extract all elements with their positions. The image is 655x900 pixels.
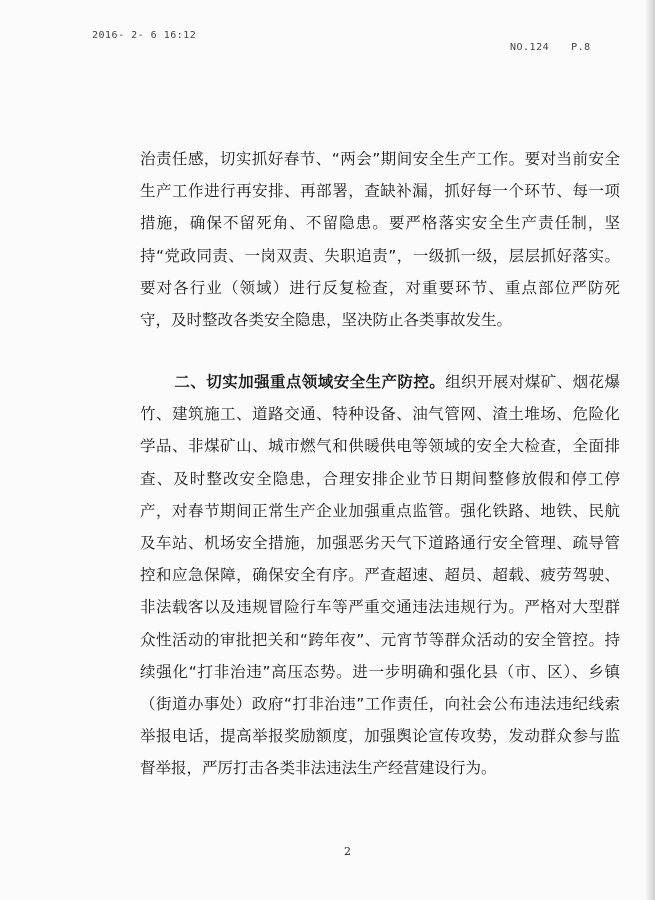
fax-page-info <box>510 42 591 53</box>
fax-page-code: P.8 <box>571 42 591 53</box>
fax-number: NO.124 <box>510 42 550 53</box>
paragraph-continuation: 治责任感，切实抓好春节、“两会”期间安全生产工作。要对当前安全生产工作进行再安排、再部署，查缺补漏，抓好每一个环节、每一项措施，确保不留死角、不留隐患。要严格落实安全生产责任制，坚持“党政同责、一岗双责、失职追责”，一级抓一级，层层抓好落实。要对各行业（领域）进行反复检查，对重要环节、重点部位严防死守，及时整改各类安全隐患，坚决防止各类事故发生。 <box>140 150 620 330</box>
fax-timestamp: 2016- 2- 6 16:12 <box>92 30 197 41</box>
page-number: 2 <box>344 845 351 858</box>
scan-edge-shadow <box>645 0 655 900</box>
paragraph-section-two <box>140 366 620 785</box>
section-heading: 二、切实加强重点领域安全生产防控。 <box>174 373 446 391</box>
section-body: 组织开展对煤矿、烟花爆竹、建筑施工、道路交通、特种设备、油气管网、渣土堆场、危险化学品、非煤矿山、城市燃气和供暖供电等领域的安全大检查，全面排查、及时整改安全隐患，合理安排企业节日期间整修放假和停工停产，对春节期间正常生产企业加强重点监管。强化铁路、地铁、民航及车站、机场安全措施，加强恶劣天气下道路通行安全管理、疏导管控和应急保障，确保安全有序。严查超速、超员、超载、疲劳驾驶、非法载客以及违规冒险行车等严重交通违法违规行为。严格对大型群众性活动的审批把关和“跨年夜”、元宵节等群众活动的安全管控。持续强化“打非治违”高压态势。进一步明确和强化县（市、区）、乡镇（街道办事处）政府“打非治违”工作责任，向社会公布违法违纪线索举报电话，提高举报奖励额度，加强舆论宣传攻势，发动群众参与监督举报，严厉打击各类非法违法生产经营建设行为。 <box>140 373 620 778</box>
